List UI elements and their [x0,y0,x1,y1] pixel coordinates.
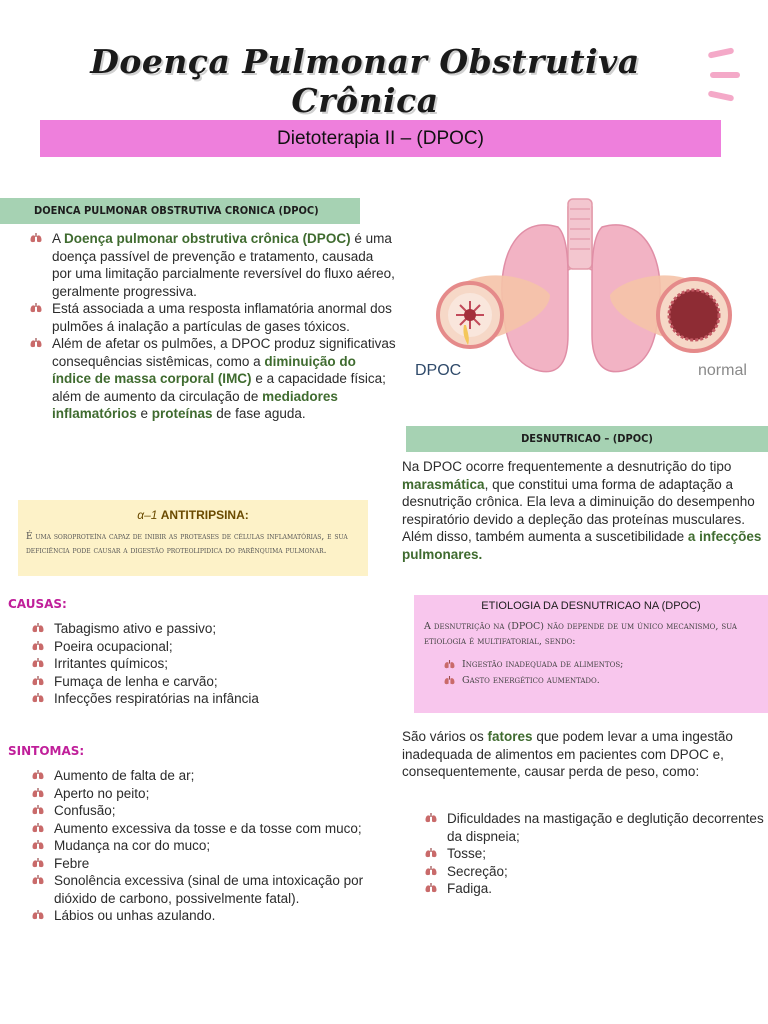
lung-icon [444,676,455,685]
list-item: Fumaça de lenha e carvão; [32,673,372,691]
lung-icon [32,910,44,920]
sintomas-header: SINTOMAS: [8,744,85,758]
causas-list [32,620,372,708]
desnutricao-paragraph: Na DPOC ocorre frequentemente a desnutrição do tipo marasmática, que constitui uma forma de adaptação a desnutrição crônica. Ela leva a diminuição do desempenho respiratório devido a depleção das proteínas musculares. Além disso, também aumenta a suscetibilidade a infecções pulmonares. [402,459,762,562]
list-item: Tabagismo ativo e passivo; [32,620,372,638]
dpoc-section-header [0,198,360,224]
list-item: Aperto no peito; [32,785,382,803]
etiologia-text: A desnutrição na (DPOC) não depende de um único mecanismo, sua etiologia é multifatorial, sendo: [424,621,737,647]
list-item: Secreção; [425,863,765,881]
etiologia-list [444,657,768,689]
lung-icon [425,866,437,876]
lung-icon [30,303,42,313]
list-item: Fadiga. [425,880,765,898]
lung-icon [32,823,44,833]
fatores-list [425,810,765,898]
list-item: Infecções respiratórias na infância [32,690,372,708]
dpoc-list [30,230,396,423]
lung-icon [32,805,44,815]
list-item: Dificuldades na mastigação e deglutição decorrentes da dispneia; [425,810,765,845]
list-item: Lábios ou unhas azulando. [32,907,382,925]
lung-icon [32,788,44,798]
normal-label: normal [698,362,747,379]
lung-icon [30,233,42,243]
lung-icon [425,848,437,858]
dpoc-label: DPOC [415,362,462,379]
subject-banner: Dietoterapia II – (DPOC) [40,120,721,157]
lung-icon [444,660,455,669]
lung-illustration [400,185,768,400]
lung-icon [32,623,44,633]
lung-icon [32,693,44,703]
sintomas-list [32,767,382,925]
list-item: Poeira ocupacional; [32,638,372,656]
fatores-paragraph: São vários os fatores que podem levar a uma ingestão inadequada de alimentos em pacientes com DPOC e, consequentemente, causar perda de peso, como: [402,729,733,779]
lung-icon [32,641,44,651]
list-item: Febre [32,855,382,873]
list-item: Confusão; [32,802,382,820]
dpoc-header-text: DOENCA PULMONAR OBSTRUTIVA CRONICA (DPOC) [34,204,319,217]
lung-icon [32,770,44,780]
lung-icon [425,883,437,893]
desnutricao-header: DESNUTRICAO – (DPOC) [406,426,768,452]
etiologia-header: ETIOLOGIA DA DESNUTRICAO NA (DPOC) [481,600,701,612]
list-item: Além de afetar os pulmões, a DPOC produz significativas consequências sistêmicas, como a diminuição do índice de massa corporal (IMC) e a capacidade física; além de aumento da circulação de mediadores inflamatórios e proteínas de fase aguda. [30,335,396,423]
list-item: Está associada a uma resposta inflamatória anormal dos pulmões á inalação a partículas de gases tóxicos. [30,300,396,335]
list-item: Tosse; [425,845,765,863]
list-item: Ingestão inadequada de alimentos; [444,657,768,673]
lung-icon [32,858,44,868]
list-item: Sonolência excessiva (sinal de uma intoxicação por dióxido de carbono, possivelmente fatal). [32,872,382,907]
lung-icon [32,658,44,668]
alpha-antitripsina-box [18,500,368,576]
lung-icon [425,813,437,823]
etiologia-box [414,595,768,713]
lung-icon [32,875,44,885]
list-item: A Doença pulmonar obstrutiva crônica (DPOC) é uma doença passível de prevenção e tratamento, causada por uma limitação parcialmente reversível do fluxo aéreo, geralmente progressiva. [30,230,396,300]
list-item: Irritantes químicos; [32,655,372,673]
alpha-text: É uma soroproteína capaz de inibir as proteases de células inflamatórias, e sua deficiência pode causar a digestão proteolipidica do parênquima pulmonar. [26,532,348,556]
list-item: Aumento de falta de ar; [32,767,382,785]
page-title: Doença Pulmonar Obstrutiva Crônica [90,42,640,120]
list-item: Gasto energético aumentado. [444,673,768,689]
lung-icon [30,338,42,348]
list-item: Aumento excessiva da tosse e da tosse com muco; [32,820,382,838]
alpha-title: α–1 ANTITRIPSINA: [137,508,249,522]
lung-icon [32,676,44,686]
causas-header: CAUSAS: [8,597,67,611]
list-item: Mudança na cor do muco; [32,837,382,855]
lung-icon [32,840,44,850]
